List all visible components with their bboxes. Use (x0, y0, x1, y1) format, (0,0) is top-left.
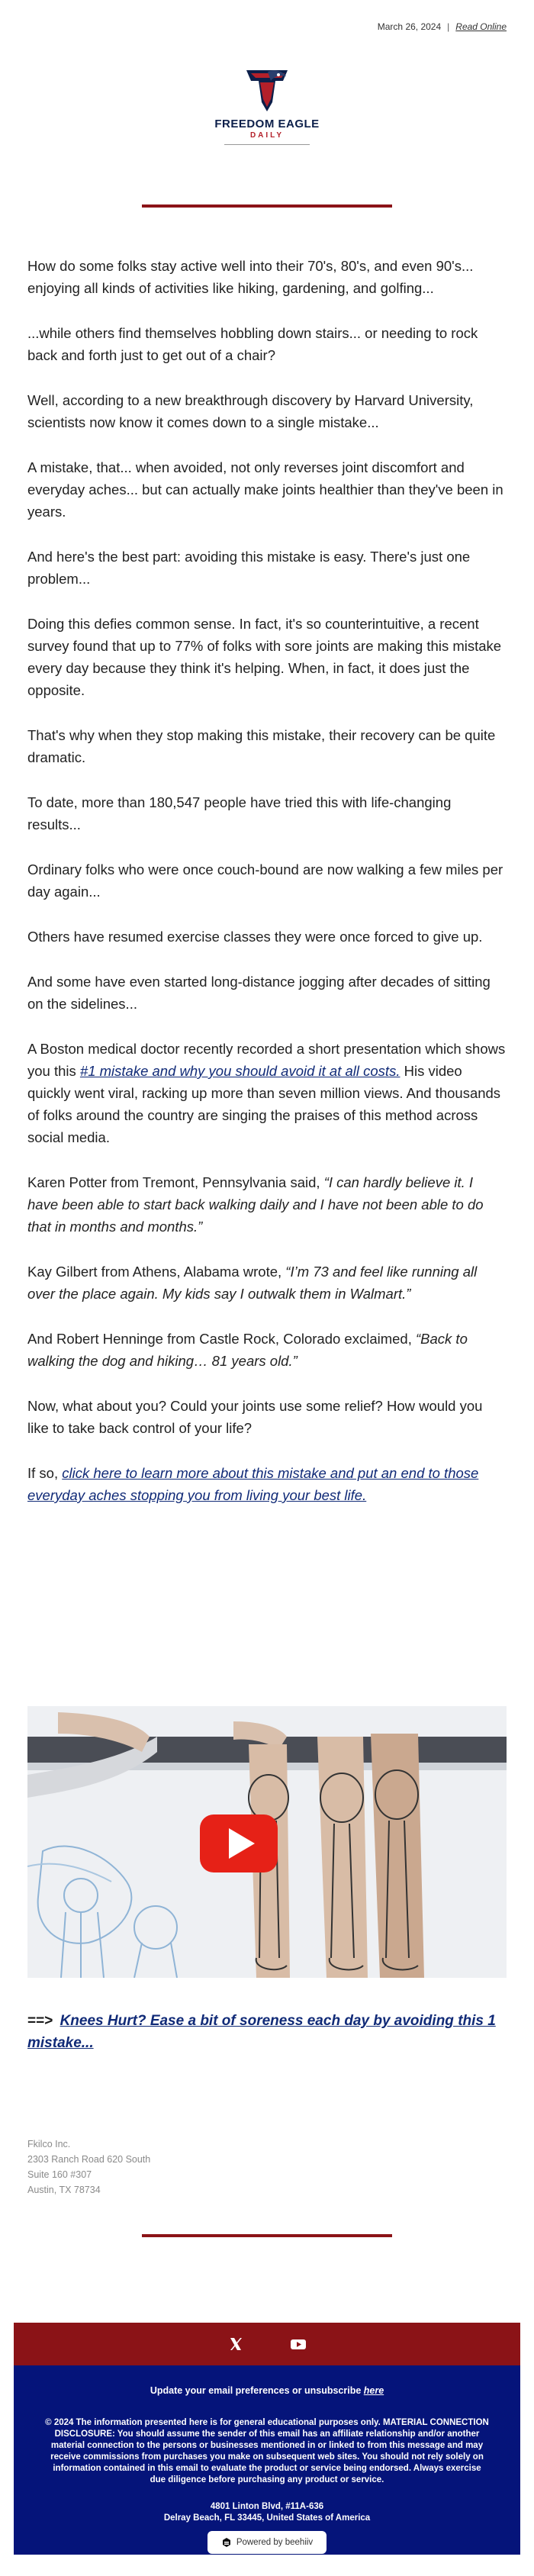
logo-underline (224, 144, 310, 145)
issue-date: March 26, 2024 (377, 21, 442, 32)
legal-disclosure: © 2024 The information presented here is for general educational purposes only. MATERIAL CONNECTION DISCLOSURE: You should assume the sender of this email has an affiliate relationship and/or another material connection to the persons or businesses mentioned in or linked to from this message and may receive commissions from purchases you make on subsequent web sites. You should not rely solely on information contained in this email to evaluate the product or service being endorsed. Always exercise due diligence before purchasing any product or service. (45, 2418, 489, 2484)
paragraph-3: Well, according to a new breakthrough discovery by Harvard University, scientists now know it comes down to a single mistake... (27, 392, 474, 430)
read-online-link[interactable]: Read Online (455, 21, 507, 32)
testimonial-karen (27, 1171, 507, 1238)
testimonial-robert (27, 1328, 507, 1372)
top-bar (378, 21, 507, 32)
eagle-shield-icon (240, 66, 294, 116)
play-triangle-icon (229, 1828, 255, 1859)
divider-top (142, 204, 392, 208)
p17-text-before: If so, (27, 1465, 63, 1481)
address-line-3: Austin, TX 78734 (27, 2185, 101, 2195)
address-line-1: 2303 Ranch Road 620 South (27, 2154, 151, 2165)
testimonial-karen-intro: Karen Potter from Tremont, Pennsylvania said, (27, 1174, 324, 1190)
brand-name: FREEDOM EAGLE (214, 118, 320, 130)
beehiiv-icon (221, 2537, 232, 2548)
paragraph-6: Doing this defies common sense. In fact, it's so counterintuitive, a recent survey found that up to 77% of folks with sore joints are making this mistake every day because they think it's helping. When, in fact, it does just the opposite. (27, 616, 502, 698)
paragraph-1: How do some folks stay active well into their 70's, 80's, and even 90's... enjoying all kinds of activities like hiking, gardening, and golfing... (27, 258, 474, 296)
paragraph-11: And some have even started long-distance jogging after decades of sitting on the sidelines... (27, 974, 491, 1012)
preferences-text: Update your email preferences or unsubscribe (150, 2385, 364, 2396)
separator: | (447, 21, 450, 32)
mistake-video-link[interactable]: #1 mistake and why you should avoid it at all costs. (79, 1063, 400, 1079)
footer-address-line-2: Delray Beach, FL 33445, United States of America (163, 2513, 371, 2523)
testimonial-kay (27, 1261, 507, 1305)
paragraph-10: Others have resumed exercise classes they were once forced to give up. (27, 929, 483, 945)
paragraph-5: And here's the best part: avoiding this mistake is easy. There's just one problem... (27, 549, 471, 587)
powered-by-text: Powered by beehiiv (236, 2538, 314, 2547)
footer-address-line-1: 4801 Linton Blvd, #11A-636 (210, 2502, 324, 2511)
address-line-2: Suite 160 #307 (27, 2169, 92, 2180)
email-body (27, 255, 507, 1529)
secondary-cta (27, 2010, 507, 2054)
x-icon[interactable] (224, 2333, 247, 2355)
knees-hurt-link[interactable]: Knees Hurt? Ease a bit of soreness each day by avoiding this 1 mistake... (27, 2013, 496, 2051)
testimonial-karen-quote: “I can hardly believe it. I have been able to start back walking daily and I have not been able to do that in months and months.” (27, 1174, 484, 1235)
company-name: Fkilco Inc. (27, 2139, 71, 2149)
paragraph-12 (27, 1038, 507, 1148)
brand-logo (0, 66, 534, 145)
divider-bottom (142, 2234, 392, 2237)
paragraph-8: To date, more than 180,547 people have tried this with life-changing results... (27, 794, 452, 832)
p12-text-after: His video quickly went viral, racking up more than seven million views. And thousands of folks around the country are singing the praises of this method across social media. (27, 1063, 501, 1145)
testimonial-kay-intro: Kay Gilbert from Athens, Alabama wrote, (27, 1264, 286, 1280)
learn-more-link[interactable]: click here to learn more about this mistake and put an end to those everyday aches stopping you from living your best life. (27, 1465, 479, 1503)
testimonial-robert-intro: And Robert Henninge from Castle Rock, Colorado exclaimed, (27, 1331, 416, 1347)
testimonial-kay-quote: “I’m 73 and feel like running all over the place again. My kids say I outwalk them in Walmart.” (27, 1264, 478, 1302)
video-thumbnail[interactable] (27, 1706, 507, 1978)
brand-subtitle: DAILY (249, 131, 285, 140)
sender-address (27, 2136, 150, 2198)
powered-by-badge[interactable] (207, 2531, 327, 2554)
footer-legal (14, 2365, 520, 2555)
paragraph-17 (27, 1462, 507, 1506)
preferences-line (14, 2385, 520, 2396)
social-links (0, 2333, 534, 2355)
paragraph-4: A mistake, that... when avoided, not only reverses joint discomfort and everyday aches... but can actually make joints healthier than they've been in years. (27, 459, 503, 520)
youtube-icon[interactable] (287, 2333, 310, 2355)
paragraph-7: That's why when they stop making this mistake, their recovery can be quite dramatic. (27, 727, 496, 765)
unsubscribe-link[interactable]: here (363, 2385, 384, 2396)
testimonial-robert-quote: “Back to walking the dog and hiking… 81 years old.” (27, 1331, 468, 1369)
p12-text-before: A Boston medical doctor recently recorded a short presentation which shows you this (27, 1041, 506, 1079)
paragraph-9: Ordinary folks who were once couch-bound are now walking a few miles per day again... (27, 861, 503, 900)
paragraph-2: ...while others find themselves hobbling down stairs... or needing to rock back and forth just to get out of a chair? (27, 325, 478, 363)
cta-arrow: ==> (27, 2013, 53, 2029)
paragraph-16: Now, what about you? Could your joints use some relief? How would you like to take back control of your life? (27, 1398, 483, 1436)
footer-address (14, 2501, 520, 2524)
